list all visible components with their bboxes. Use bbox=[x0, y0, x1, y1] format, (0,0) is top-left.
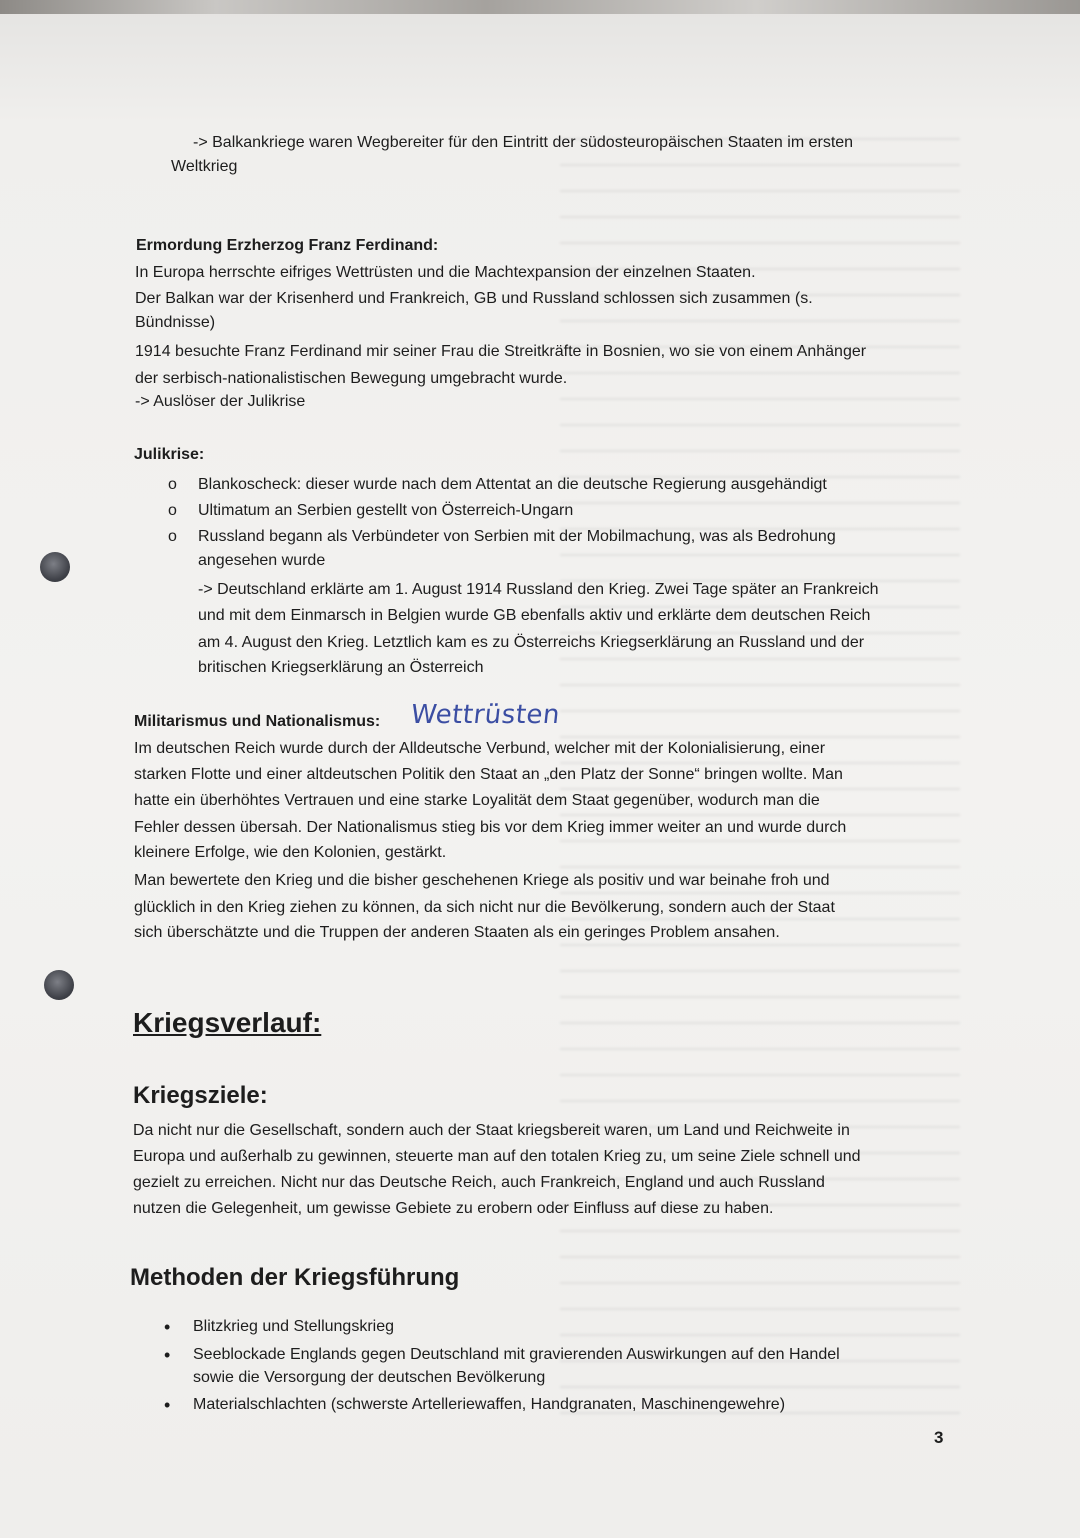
list-item-text: Materialschlachten (schwerste Artelleriewaffen, Handgranaten, Maschinengewehre) bbox=[193, 1396, 786, 1413]
paragraph-line: Bündnisse) bbox=[135, 314, 216, 331]
heading-kriegsziele: Kriegsziele: bbox=[133, 1082, 268, 1109]
paragraph-line: starken Flotte und einer altdeutschen Politik den Staat an „den Platz der Sonne“ bringen wollte. Man bbox=[134, 766, 843, 783]
list-continuation: sowie die Versorgung der deutschen Bevölkerung bbox=[193, 1369, 546, 1386]
heading-militarismus: Militarismus und Nationalismus: bbox=[134, 713, 381, 730]
paragraph-line: sich überschätzte und die Truppen der anderen Staaten als ein geringes Problem ansahen. bbox=[134, 924, 780, 941]
list-item-text: Blitzkrieg und Stellungskrieg bbox=[193, 1318, 394, 1335]
list-continuation: und mit dem Einmarsch in Belgien wurde GB ebenfalls aktiv und erklärte dem deutschen Reich bbox=[198, 607, 871, 624]
list-item-text: Ultimatum an Serbien gestellt von Österreich-Ungarn bbox=[198, 502, 574, 519]
intro-line: -> Balkankriege waren Wegbereiter für den Eintritt der südosteuropäischen Staaten im ersten bbox=[193, 134, 854, 151]
circle-bullet-icon: o bbox=[168, 502, 177, 519]
bullet-icon: • bbox=[164, 1395, 171, 1415]
paragraph-line: Fehler dessen übersah. Der Nationalismus stieg bis vor dem Krieg immer weiter an und wurde durch bbox=[134, 819, 847, 836]
paragraph-line: hatte ein überhöhtes Vertrauen und eine starke Loyalität dem Staat gegenüber, wodurch man die bbox=[134, 792, 820, 809]
paragraph-line: Da nicht nur die Gesellschaft, sondern auch der Staat kriegsbereit waren, um Land und Reichweite in bbox=[133, 1122, 850, 1139]
list-item-text: Blankoscheck: dieser wurde nach dem Attentat an die deutsche Regierung ausgehändigt bbox=[198, 476, 827, 493]
paragraph-line: kleinere Erfolge, wie den Kolonien, gestärkt. bbox=[134, 844, 447, 861]
paragraph-line: Man bewertete den Krieg und die bisher geschehenen Kriege als positiv und war beinahe froh und bbox=[134, 872, 830, 889]
list-continuation: am 4. August den Krieg. Letztlich kam es zu Österreichs Kriegserklärung an Russland und der bbox=[198, 634, 865, 651]
list-item-text: Russland begann als Verbündeter von Serbien mit der Mobilmachung, was als Bedrohung bbox=[198, 528, 836, 545]
paragraph-line: -> Auslöser der Julikrise bbox=[135, 393, 306, 410]
list-item-text: Seeblockade Englands gegen Deutschland mit gravierenden Auswirkungen auf den Handel bbox=[193, 1346, 840, 1363]
heading-methoden: Methoden der Kriegsführung bbox=[130, 1264, 460, 1291]
list-continuation: -> Deutschland erklärte am 1. August 1914 Russland den Krieg. Zwei Tage später an Frankreich bbox=[198, 581, 879, 598]
heading-ermordung: Ermordung Erzherzog Franz Ferdinand: bbox=[136, 237, 439, 254]
handwritten-annotation: Wettrüsten bbox=[409, 700, 562, 730]
bullet-icon: • bbox=[164, 1345, 171, 1365]
intro-line: Weltkrieg bbox=[171, 158, 238, 175]
paragraph-line: Der Balkan war der Krisenherd und Frankreich, GB und Russland schlossen sich zusammen (s. bbox=[135, 290, 813, 307]
paragraph-line: gezielt zu erreichen. Nicht nur das Deutsche Reich, auch Frankreich, England und auch Russland bbox=[133, 1174, 825, 1191]
paragraph-line: In Europa herrschte eifriges Wettrüsten und die Machtexpansion der einzelnen Staaten. bbox=[135, 264, 756, 281]
paragraph-line: glücklich in den Krieg ziehen zu können, da sich nicht nur die Bevölkerung, sondern auch der Staat bbox=[134, 899, 835, 916]
circle-bullet-icon: o bbox=[168, 476, 177, 493]
paragraph-line: der serbisch-nationalistischen Bewegung umgebracht wurde. bbox=[135, 370, 568, 387]
paragraph-line: Europa und außerhalb zu gewinnen, steuerte man auf den totalen Krieg zu, um seine Ziele schnell und bbox=[133, 1148, 861, 1165]
page-number: 3 bbox=[934, 1428, 944, 1447]
list-continuation: britischen Kriegserklärung an Österreich bbox=[198, 659, 484, 676]
list-continuation: angesehen wurde bbox=[198, 552, 326, 569]
paragraph-line: nutzen die Gelegenheit, um gewisse Gebiete zu erobern oder Einfluss auf diese zu haben. bbox=[133, 1200, 774, 1217]
heading-kriegsverlauf: Kriegsverlauf: bbox=[133, 1007, 322, 1038]
paragraph-line: Im deutschen Reich wurde durch der Alldeutsche Verbund, welcher mit der Kolonialisierung, einer bbox=[134, 740, 826, 757]
circle-bullet-icon: o bbox=[168, 528, 177, 545]
bullet-icon: • bbox=[164, 1317, 171, 1337]
heading-julikrise: Julikrise: bbox=[134, 446, 205, 463]
paragraph-line: 1914 besuchte Franz Ferdinand mir seiner Frau die Streitkräfte in Bosnien, wo sie von einem Anhänger bbox=[135, 343, 867, 360]
